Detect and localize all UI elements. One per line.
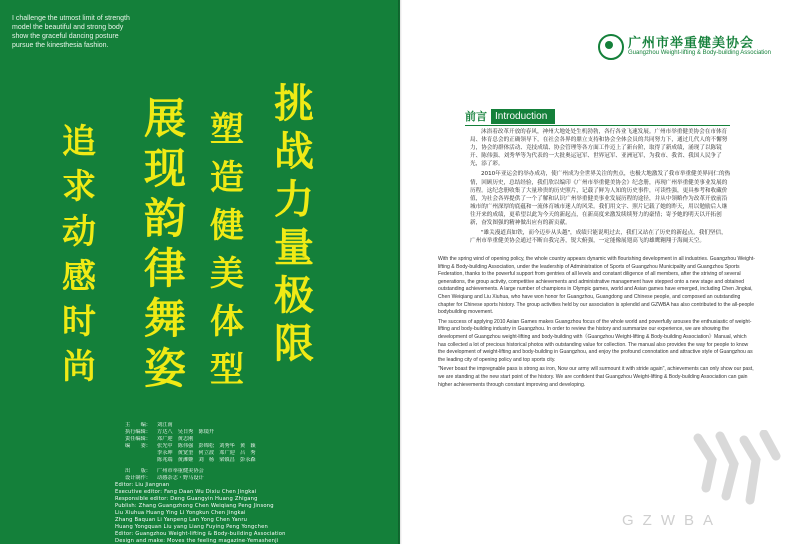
calligraphy-character: 展 bbox=[144, 94, 187, 143]
calligraphy-character: 感 bbox=[62, 257, 96, 297]
calligraphy-character: 时 bbox=[62, 302, 96, 342]
paragraph: With the spring wind of opening policy, the whole country appears dynamic with flourishing development in all industries. Guangzhou Weight-lifting & Body-building Association, under the leadership of Administration of Sports of Guangzhou Municipality and Guangzhou Sports Federation, thanks to the powerful support from gentries of all levels and constant diligence of all members, after the striving of several generations, the group activity, competitive achievements and administrative management have stepped onto a new stage and obtained outstanding achievements. A large number of champions in Olympic games, world and Asian games have emerged, including Chen Jingkai, Chen Weiqiang and Liu Xiuhua, who have won honor for Guangzhou, Guangdong and Chinese people, and composed an outstanding chapter for Chinese sports history. The group activities held by our association is splendid and GZWBA has also contributed to the all-people bodybuilding movement. bbox=[438, 256, 755, 316]
emblem-icon bbox=[598, 34, 624, 60]
credit-en-line: Huang Yongquan Liu yang Liang Fuying Peng Yongchen bbox=[115, 524, 268, 530]
credit-label: 出 版： bbox=[125, 468, 151, 474]
credit-en-line: Executive editor: Fang Daan Wu Dixiu Chen Jingkai bbox=[115, 489, 257, 495]
watermark-logo-icon bbox=[692, 430, 782, 510]
logo-title-en: Guangzhou Weight-lifting & Body-building Association bbox=[628, 50, 771, 56]
credit-label: 主 编： bbox=[125, 422, 151, 428]
credit-label: 责任编辑： bbox=[125, 436, 151, 442]
calligraphy-character: 姿 bbox=[144, 344, 187, 393]
intro-text-en bbox=[438, 256, 756, 391]
calligraphy-column bbox=[274, 80, 314, 368]
calligraphy-character: 律 bbox=[144, 244, 187, 293]
credit-label: 设计制作： bbox=[125, 475, 151, 481]
calligraphy-character: 极 bbox=[274, 272, 314, 319]
calligraphy-character: 美 bbox=[210, 254, 244, 294]
credit-value: 陈兆端 黄滩姬 刘 杨 梁镇昌 彭永森 bbox=[157, 457, 256, 463]
credit-value: 李永坤 黄宽奎 何立波 邓广迎 吕 秀 bbox=[157, 450, 256, 456]
calligraphy-character: 现 bbox=[144, 144, 187, 193]
section-heading bbox=[465, 108, 555, 124]
calligraphy-character: 韵 bbox=[144, 194, 187, 243]
credit-value: 张光中 陈伟强 彭锦松 刘秀华 黄 颖 bbox=[157, 443, 256, 449]
calligraphy-column bbox=[62, 120, 96, 390]
calligraphy-character: 战 bbox=[274, 128, 314, 175]
calligraphy-character: 挑 bbox=[274, 80, 314, 127]
calligraphy-character: 力 bbox=[274, 176, 314, 223]
credit-value: 动感杂志・野马设计 bbox=[157, 475, 204, 481]
calligraphy-character: 追 bbox=[62, 122, 96, 162]
credit-label: 编 委： bbox=[125, 443, 151, 449]
credit-en-line: Design and make: Moves the feeling magazine·Yemashenji bbox=[115, 538, 279, 544]
heading-divider bbox=[465, 125, 730, 126]
calligraphy-character: 体 bbox=[210, 302, 244, 342]
calligraphy-character: 舞 bbox=[144, 294, 187, 343]
slogan-line: I challenge the utmost limit of strength bbox=[12, 15, 130, 22]
credit-en-line: Editor: Liu Jiangnan bbox=[115, 482, 170, 488]
credit-label bbox=[115, 450, 151, 457]
credit-value: 邓广迎 黄志刚 bbox=[157, 436, 194, 442]
credits bbox=[115, 422, 395, 544]
credit-label bbox=[115, 457, 151, 464]
association-logo bbox=[598, 28, 788, 68]
credit-en-line: Responsible editor: Deng Guangyin Huang Zhigang bbox=[115, 496, 258, 502]
paragraph: The success of applying 2010 Asian Games makes Guangzhou focus of the whole world and powerfully arouses the enthusiastic of weight-lifting and body-building industry in Guangzhou. In order to review the history and summarize our experience, we are showing the development of Guangzhou weight-lifting and body-building with《Guangzhou Weight-lifting & Body-building Association》Manual, which has collected a lot of precious historical photos with outstanding value for collection. The manual also provides the way for people to know the development of weight-lifting and body-building in Guangzhou, and enjoy the profound connotation and attractive style of Guangzhou as the leading city of opening policy and top sports city. bbox=[438, 318, 753, 363]
calligraphy-character: 动 bbox=[62, 212, 96, 252]
section-heading-en: Introduction bbox=[491, 109, 555, 124]
credit-en-line: Zhang Baquan Li Yanpeng Lan Yong Chen Yanru bbox=[115, 517, 248, 523]
slogan-line: pursue the kinesthesia fashion. bbox=[12, 42, 109, 49]
section-heading-cn: 前言 bbox=[465, 110, 487, 123]
slogan-line: show the graceful dancing posture bbox=[12, 33, 119, 40]
credit-label: 执行编辑： bbox=[125, 429, 151, 435]
paragraph: 2010年亚运会的举办成功，使广州成为全世界关注的焦点，也极大地激发了我市举重健美界同仁的热情，回顾历史，总结经验，我们欣以编印《广州市举重健美协会》纪念册，再现广州举重健美事业发展的历程。这纪念册收集了大量珍贵的历史照片，记载了鲜为人知的历史事件，可读性强，更具参考和收藏价值，为社会各界提供了一个了解和认识广州举重健美事业发展历程的途径，并从中领略作为改革开放前沿城市的广州深厚的底蕴和一流体育城市迷人的风采。我们用文字、照片记载了她的昨天，用以勉励后人继往开来的成绩，更希望以此为今天的新起点，在新高度来激发续续努力的豪情；寄予她的明天以开拓创新，奋发图强的精神做出应有的新贡献。 bbox=[470, 171, 731, 227]
right-page bbox=[400, 0, 800, 544]
credit-en-line: Publish: Zhang Guangzhong Chen Weiqiang Peng Jinsong bbox=[115, 503, 274, 509]
page-spine bbox=[398, 0, 402, 544]
credit-value: 方达八 吴日秀 陈镜开 bbox=[157, 429, 215, 435]
calligraphy-character: 量 bbox=[274, 224, 314, 271]
credit-value: 刘江南 bbox=[157, 422, 173, 428]
calligraphy-character: 求 bbox=[62, 167, 96, 207]
slogan bbox=[12, 14, 212, 50]
calligraphy-character: 塑 bbox=[210, 110, 244, 150]
watermark-text: GZWBA bbox=[622, 512, 722, 529]
paragraph: "雄关漫道真如铁，而今迈步从头越"，成绩只能说明过去，我们又站在了历史的新起点，我们坚信，广州市举重健美协会通过不断自我完善，锐大俯强，一定能像展翅高飞的雄鹰翱翔于海阔天空。 bbox=[470, 230, 727, 245]
intro-text-cn bbox=[470, 128, 732, 247]
calligraphy-column bbox=[144, 94, 186, 394]
calligraphy-character: 尚 bbox=[62, 347, 96, 387]
calligraphy-column bbox=[210, 106, 244, 394]
calligraphy-character: 限 bbox=[274, 320, 314, 367]
paragraph: 沐浴着改革开放的春风，神州大地处处生机勃勃，各行各业飞速发展。广州市举重健美协会在市体育局、体育总会的正确领导下，在社会各界的鼎立支持和协会全体会员的共同努力下，通过几代人的不懈努力，协会的群体活动、竞技成绩、协会管理等各方面工作迈上了新台阶，取得了新成绩，涌现了以陈镜开、陈伟强、刘秀华等为代表的一大批奥运冠军、世界冠军、亚洲冠军，为我市、我省、我国人民争了光，添了彩。 bbox=[470, 129, 728, 168]
credit-en-line: Editor: Guangzhou Weight-lifting & Body-building Association bbox=[115, 531, 286, 537]
slogan-line: model the beautiful and strong body bbox=[12, 24, 124, 31]
calligraphy bbox=[52, 80, 352, 393]
calligraphy-character: 健 bbox=[210, 206, 244, 246]
calligraphy-character: 造 bbox=[210, 158, 244, 198]
credit-en-line: Liu Xiuhua Huang Ying Li Yongkun Chen Jingkai bbox=[115, 510, 246, 516]
paragraph: "Never boast the impregnable pass is strong as iron, Now our army will surmount it with stride again", achievements can only show our past, we are standing at the new start point of the history. We are confident that Guangzhou Weight-lifting & Body-building Association can gain higher achievements through constant improving and developing. bbox=[438, 366, 754, 388]
credit-value: 广州市举重健美协会 bbox=[157, 468, 204, 474]
logo-title-cn: 广州市举重健美协会 bbox=[628, 36, 755, 51]
calligraphy-character: 型 bbox=[210, 350, 244, 390]
